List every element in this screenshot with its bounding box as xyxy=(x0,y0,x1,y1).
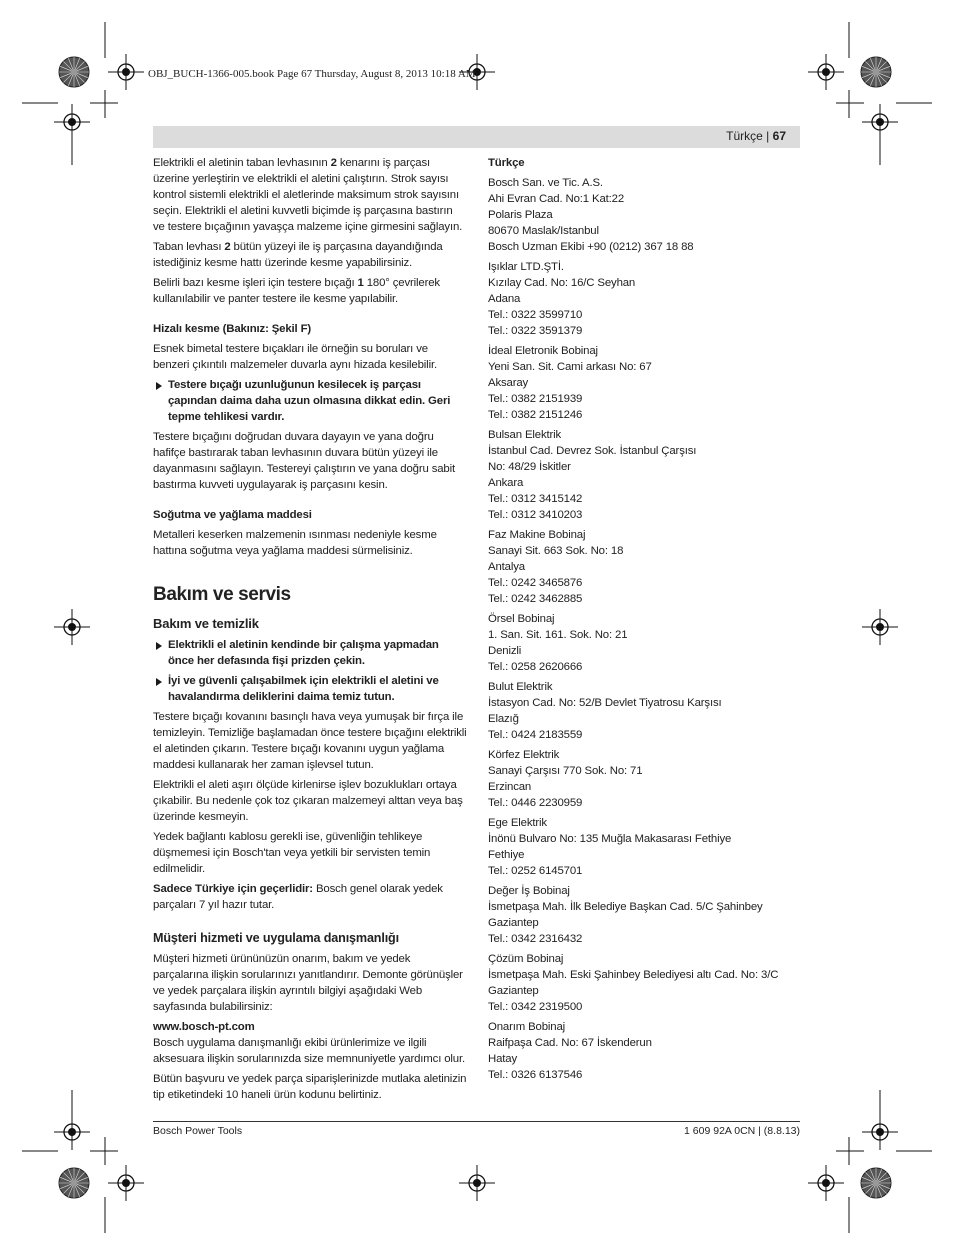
address-line: İstasyon Cad. No: 52/B Devlet Tiyatrosu Karşısı xyxy=(488,697,722,709)
address-line: Değer İş Bobinaj xyxy=(488,885,570,897)
paragraph: Elektrikli el aletinin taban levhasının 2 kenarını iş parçası üzerine yerleştirin ve elektrikli el aletini çalıştırın. Strok sayısı kontrol sistemli elektrikli el aletlerinde maksimum strok sayısını seçin. Elektrikli el aletini kuvvetli biçimde iş parçasına bastırın ve testere bıçağının yavaşça malzeme içine girmesini sağlayın. xyxy=(153,157,463,233)
service-address-entry xyxy=(488,679,800,743)
address-line: Tel.: 0322 3591379 xyxy=(488,325,583,337)
address-line: İstanbul Cad. Devrez Sok. İstanbul Çarşısı xyxy=(488,445,697,457)
warning-note: Testere bıçağı uzunluğunun kesilecek iş parçası çapından daima daha uzun olmasına dikkat edin. Geri tepme tehlikesi vardır. xyxy=(153,377,467,425)
address-line: İsmetpaşa Mah. Eski Şahinbey Belediyesi altı Cad. No: 3/C xyxy=(488,969,779,981)
address-line: Ahi Evran Cad. No:1 Kat:22 xyxy=(488,193,625,205)
heading-flush-cutting: Hizalı kesme (Bakınız: Şekil F) xyxy=(153,323,312,335)
footer-doc-code: 1 609 92A 0CN | (8.8.13) xyxy=(684,1125,800,1137)
address-line: Tel.: 0322 3599710 xyxy=(488,309,583,321)
footer-brand: Bosch Power Tools xyxy=(153,1125,243,1137)
warning-note: Elektrikli el aletinin kendinde bir çalışma yapmadan önce her defasında fişi prizden çekin. xyxy=(153,637,467,669)
left-column xyxy=(153,155,467,1107)
arrow-icon xyxy=(156,382,162,390)
address-line: Tel.: 0312 3410203 xyxy=(488,509,583,521)
paragraph: Taban levhası 2 bütün yüzeyi ile iş parçasına dayandığında istediğiniz kesme hattı üzerinde kesme yapabilirsiniz. xyxy=(153,241,443,269)
paragraph: Bütün başvuru ve yedek parça siparişlerinizde mutlaka aletinizin tip etiketindeki 10 haneli ürün kodunu belirtiniz. xyxy=(153,1073,467,1101)
paragraph: Testere bıçağını doğrudan duvara dayayın ve yana doğru hafifçe bastırarak taban levhasının duvara bütün yüzeyi ile dayanmasını sağlayın. Testereyi çalıştırın ve yana doğru sabit bastırma kuvveti uygulayarak iş parçasını kesin. xyxy=(153,431,456,491)
address-line: İnönü Bulvaro No: 135 Muğla Makasarası Fethiye xyxy=(488,833,732,845)
address-line: Raifpaşa Cad. No: 67 İskenderun xyxy=(488,1037,652,1049)
address-line: Denizli xyxy=(488,645,522,657)
service-address-entry xyxy=(488,527,800,607)
subsection-title: Bakım ve temizlik xyxy=(153,616,259,631)
address-line: Tel.: 0242 3465876 xyxy=(488,577,583,589)
service-address-entry xyxy=(488,815,800,879)
service-address-entry xyxy=(488,611,800,675)
address-line: Bulut Elektrik xyxy=(488,681,553,693)
address-line: 1. San. Sit. 161. Sok. No: 21 xyxy=(488,629,628,641)
website-link[interactable]: www.bosch-pt.com xyxy=(153,1021,255,1033)
paragraph: Belirli bazı kesme işleri için testere bıçağı 1 180° çevrilerek kullanılabilir ve panter testere ile kesme yapılabilir. xyxy=(153,277,440,305)
service-address-entry xyxy=(488,259,800,339)
service-address-entry xyxy=(488,747,800,811)
page-header xyxy=(153,126,800,148)
address-line: Kızılay Cad. No: 16/C Seyhan xyxy=(488,277,636,289)
address-line: Tel.: 0382 2151939 xyxy=(488,393,583,405)
address-line: Tel.: 0258 2620666 xyxy=(488,661,583,673)
print-slug: OBJ_BUCH-1366-005.book Page 67 Thursday, August 8, 2013 10:18 AM xyxy=(148,68,476,80)
right-column xyxy=(488,155,800,1087)
address-line: Tel.: 0424 2183559 xyxy=(488,729,583,741)
address-line: Tel.: 0326 6137546 xyxy=(488,1069,583,1081)
address-line: Adana xyxy=(488,293,521,305)
address-line: Örsel Bobinaj xyxy=(488,613,555,625)
arrow-icon xyxy=(156,678,162,686)
subsection-title: Müşteri hizmeti ve uygulama danışmanlığı xyxy=(153,931,399,945)
address-line: Bosch San. ve Tic. A.S. xyxy=(488,177,603,189)
address-line: Tel.: 0252 6145701 xyxy=(488,865,583,877)
arrow-icon xyxy=(156,642,162,650)
address-line: Hatay xyxy=(488,1053,518,1065)
address-line: Elazığ xyxy=(488,713,519,725)
paragraph: Sadece Türkiye için geçerlidir: Bosch genel olarak yedek parçaları 7 yıl hazır tutar. xyxy=(153,883,443,911)
address-line: Ankara xyxy=(488,477,524,489)
address-line: 80670 Maslak/Istanbul xyxy=(488,225,599,237)
page-number: 67 xyxy=(772,129,786,143)
service-address-entry xyxy=(488,427,800,523)
service-address-entry xyxy=(488,343,800,423)
country-heading: Türkçe xyxy=(488,157,525,169)
section-title: Bakım ve servis xyxy=(153,584,291,605)
address-line: Aksaray xyxy=(488,377,529,389)
service-address-entry xyxy=(488,883,800,947)
header-separator: | xyxy=(762,129,773,143)
footer-rule xyxy=(153,1121,800,1122)
address-line: Sanayi Çarşısı 770 Sok. No: 71 xyxy=(488,765,643,777)
address-line: Körfez Elektrik xyxy=(488,749,560,761)
address-line: Tel.: 0446 2230959 xyxy=(488,797,583,809)
heading-coolant: Soğutma ve yağlama maddesi xyxy=(153,509,312,521)
paragraph: Testere bıçağı kovanını basınçlı hava veya yumuşak bir fırça ile temizleyin. Temizliğe başlamadan önce testere bıçağını elektrikli el aletinden çıkarın. Testere bıçağı kovanını uygun yağlama maddesi kullanarak her zaman işlevsel tutun. xyxy=(153,711,467,771)
paragraph: Esnek bimetal testere bıçakları ile örneğin su boruları ve benzeri çıkıntılı malzemeler duvarla aynı hizada kesilebilir. xyxy=(153,343,437,371)
address-line: İdeal Eletronik Bobinaj xyxy=(488,345,598,357)
address-line: Onarım Bobinaj xyxy=(488,1021,566,1033)
address-line: Işıklar LTD.ŞTİ. xyxy=(488,261,564,273)
address-line: Faz Makine Bobinaj xyxy=(488,529,586,541)
service-address-entry xyxy=(488,175,800,255)
paragraph: Metalleri keserken malzemenin ısınması nedeniyle kesme hattına soğutma veya yağlama maddesi sürmelisiniz. xyxy=(153,529,437,557)
address-line: Tel.: 0312 3415142 xyxy=(488,493,583,505)
paragraph: Bosch uygulama danışmanlığı ekibi ürünlerimize ve ilgili aksesuara ilişkin sorularınızda size memnuniyetle yardımcı olur. xyxy=(153,1037,466,1065)
address-line: Polaris Plaza xyxy=(488,209,553,221)
address-line: İsmetpaşa Mah. İlk Belediye Başkan Cad. 5/C Şahinbey xyxy=(488,901,763,913)
paragraph: Elektrikli el aleti aşırı ölçüde kirlenirse işlev bozuklukları ortaya çıkabilir. Bu nedenle çok toz çıkaran malzemeyi alttan veya baş üzerinde kesmeyin. xyxy=(153,779,463,823)
address-line: Tel.: 0342 2319500 xyxy=(488,1001,583,1013)
warning-note: İyi ve güvenli çalışabilmek için elektrikli el aletini ve havalandırma deliklerini daima temiz tutun. xyxy=(153,673,467,705)
address-line: Yeni San. Sit. Cami arkası No: 67 xyxy=(488,361,652,373)
address-line: Fethiye xyxy=(488,849,525,861)
address-line: Erzincan xyxy=(488,781,532,793)
address-line: Çözüm Bobinaj xyxy=(488,953,564,965)
address-line: Bosch Uzman Ekibi +90 (0212) 367 18 88 xyxy=(488,241,694,253)
header-language: Türkçe xyxy=(726,129,763,143)
address-line: Sanayi Sit. 663 Sok. No: 18 xyxy=(488,545,624,557)
address-line: Gaziantep xyxy=(488,985,539,997)
address-line: Tel.: 0382 2151246 xyxy=(488,409,583,421)
address-line: Gaziantep xyxy=(488,917,539,929)
address-line: Bulsan Elektrik xyxy=(488,429,562,441)
service-address-list xyxy=(488,175,800,1083)
address-line: Antalya xyxy=(488,561,525,573)
address-line: Tel.: 0342 2316432 xyxy=(488,933,583,945)
address-line: No: 48/29 İskitler xyxy=(488,461,571,473)
address-line: Tel.: 0242 3462885 xyxy=(488,593,583,605)
service-address-entry xyxy=(488,1019,800,1083)
address-line: Ege Elektrik xyxy=(488,817,547,829)
paragraph: Müşteri hizmeti ürününüzün onarım, bakım ve yedek parçalarına ilişkin sorularınızı yanıtlandırır. Demonte görünüşler ve yedek parçalara ilişkin ayrıntılı bilgiyi aşağıdaki Web sayfasında bulabilirsiniz: xyxy=(153,953,463,1013)
paragraph: Yedek bağlantı kablosu gerekli ise, güvenliğin tehlikeye düşmemesi için Bosch'tan veya yetkili bir servisten temin edilmelidir. xyxy=(153,831,431,875)
service-address-entry xyxy=(488,951,800,1015)
